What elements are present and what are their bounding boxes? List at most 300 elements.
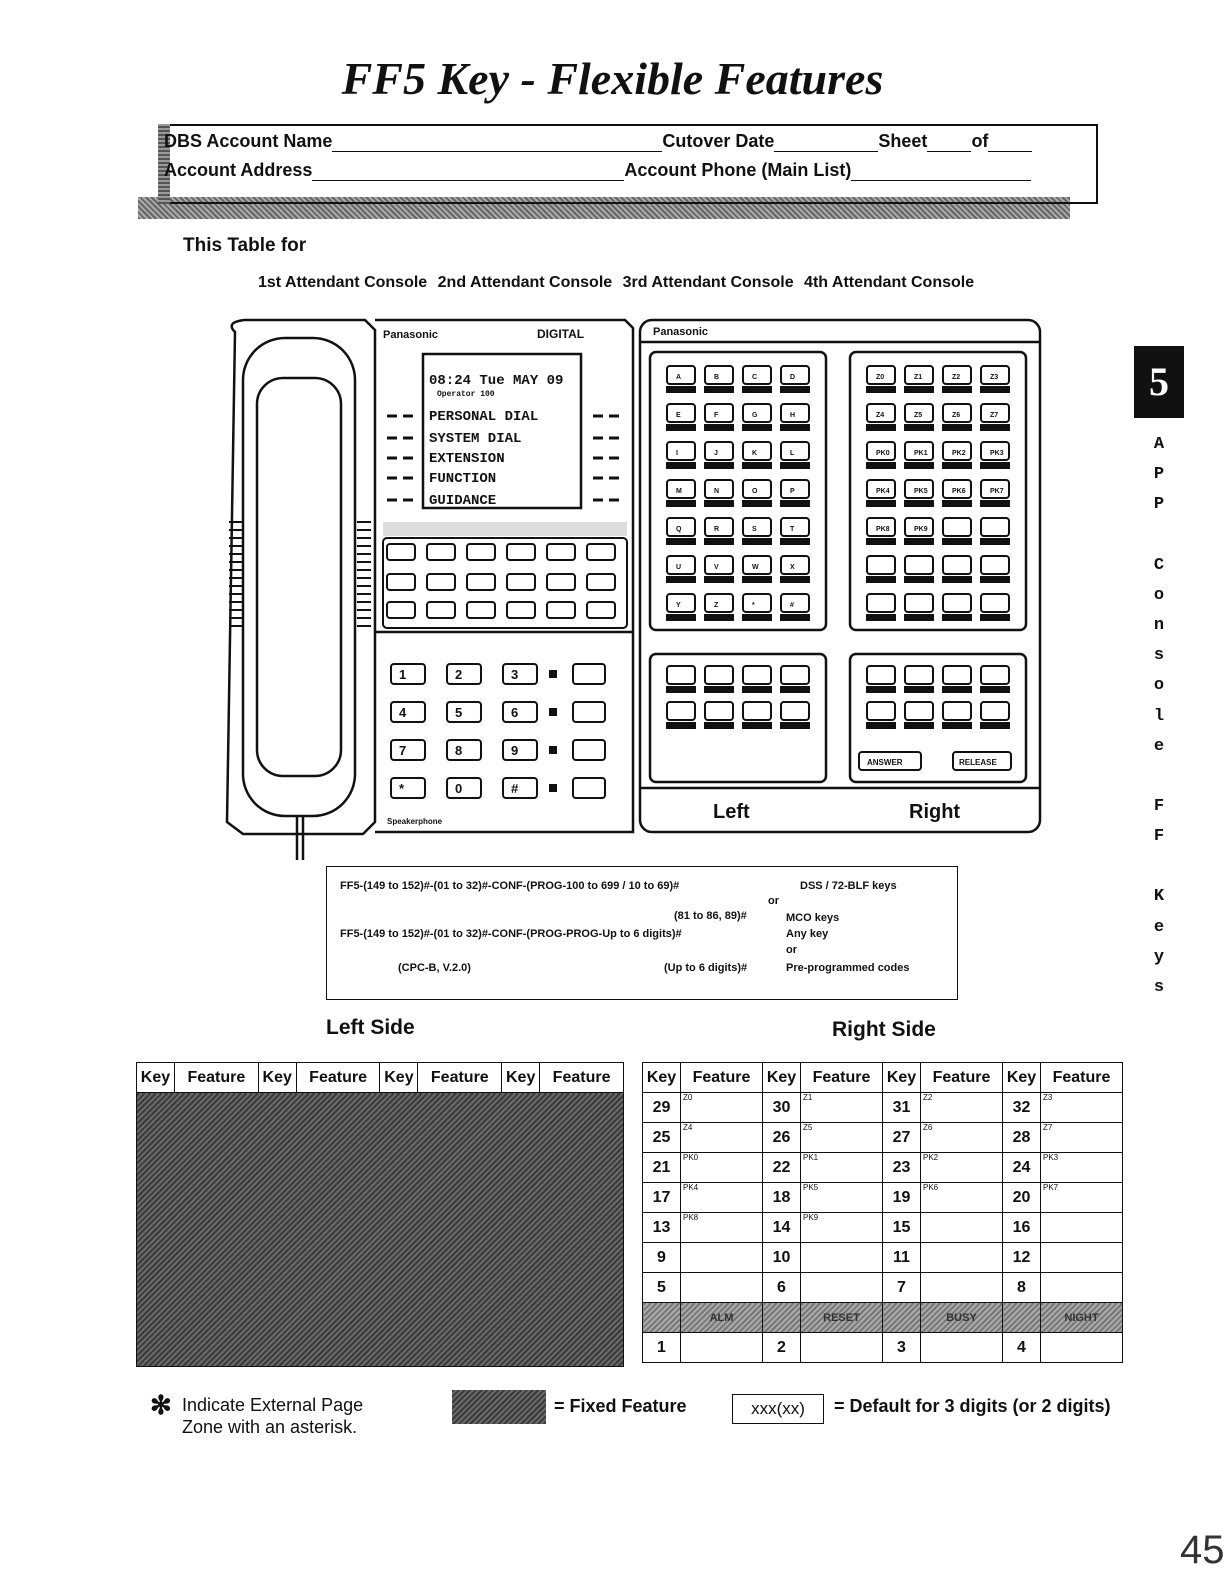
feature-cell[interactable]: Z0	[681, 1093, 763, 1123]
dss-key-label: P	[790, 488, 795, 495]
feature-cell[interactable]: PK1	[801, 1153, 883, 1183]
key-lamp	[981, 723, 1009, 728]
left-header-feature-3: Feature	[418, 1063, 502, 1093]
key-lamp	[705, 577, 733, 582]
key-lamp	[743, 539, 771, 544]
key-lamp	[867, 615, 895, 620]
key-number: 20	[1003, 1183, 1041, 1213]
fixed-feature-busy: BUSY	[921, 1303, 1003, 1333]
key-number: 26	[763, 1123, 801, 1153]
key-lamp	[743, 577, 771, 582]
key-number: 21	[643, 1153, 681, 1183]
key-lamp	[743, 425, 771, 430]
command-line-2: (81 to 86, 89)#	[674, 910, 747, 922]
dss-left-key[interactable]	[705, 594, 733, 612]
left-side-table	[136, 1062, 624, 1367]
key-lamp	[705, 501, 733, 506]
account-phone-field[interactable]	[851, 164, 1031, 181]
key-lamp	[867, 687, 895, 692]
dss-function-key[interactable]	[705, 666, 733, 684]
key-lamp	[943, 577, 971, 582]
right-label: Right	[909, 801, 961, 823]
key-number: 13	[643, 1213, 681, 1243]
answer-button[interactable]: ANSWER	[867, 758, 903, 767]
dss-left-key[interactable]	[781, 442, 809, 460]
dss-key-label: X	[790, 564, 795, 571]
handset-cord	[297, 816, 303, 860]
feature-cell[interactable]	[681, 1273, 763, 1303]
menu-extension[interactable]: EXTENSION	[429, 451, 505, 467]
feature-cell[interactable]	[921, 1333, 1003, 1363]
vlabel-char: o	[1153, 585, 1165, 605]
right-header-feature-3: Feature	[921, 1063, 1003, 1093]
key-number: 24	[1003, 1153, 1041, 1183]
dss-left-key[interactable]	[705, 556, 733, 574]
feature-cell[interactable]: PK3	[1041, 1153, 1123, 1183]
dss-key-label: Z7	[990, 412, 999, 419]
table-row	[643, 1333, 1123, 1363]
right-header-feature-1: Feature	[681, 1063, 763, 1093]
vlabel-char: A	[1153, 435, 1165, 454]
key-lamp	[867, 425, 895, 430]
key-number: 6	[763, 1273, 801, 1303]
dss-right-key[interactable]	[981, 518, 1009, 536]
dss-right-key[interactable]	[981, 594, 1009, 612]
dial-key-9[interactable]: 9	[511, 743, 519, 758]
vlabel-char: P	[1153, 465, 1165, 485]
of-label: of	[971, 131, 989, 151]
vlabel-char: e	[1153, 736, 1165, 756]
dss-key-label: C	[752, 374, 758, 381]
key-number: 19	[883, 1183, 921, 1213]
feature-cell[interactable]: Z7	[1041, 1123, 1123, 1153]
feature-cell[interactable]: PK7	[1041, 1183, 1123, 1213]
menu-function[interactable]: FUNCTION	[429, 471, 497, 487]
key-number: 32	[1003, 1093, 1041, 1123]
vlabel-char: C	[1153, 555, 1165, 575]
vlabel-char: F	[1153, 797, 1165, 817]
vlabel-char: K	[1153, 887, 1165, 907]
key-lamp	[705, 539, 733, 544]
menu-system-dial[interactable]: SYSTEM DIAL	[429, 431, 522, 447]
left-header-key-2: Key	[258, 1063, 296, 1093]
right-header-feature-2: Feature	[801, 1063, 883, 1093]
section-tab: 5	[1134, 346, 1184, 418]
key-lamp	[943, 425, 971, 430]
feature-cell[interactable]	[1041, 1333, 1123, 1363]
dss-key-label: Z6	[952, 412, 961, 419]
key-number: 25	[643, 1123, 681, 1153]
dss-key-label: M	[676, 488, 682, 495]
dss-right-key[interactable]	[905, 556, 933, 574]
dial-key-2[interactable]: 2	[455, 667, 463, 682]
vertical-section-label	[1150, 430, 1168, 1003]
account-address-field[interactable]	[312, 164, 624, 181]
feature-cell[interactable]	[921, 1273, 1003, 1303]
console-option-4[interactable]: 4th Attendant Console	[804, 274, 975, 291]
asterisk-note	[182, 1394, 363, 1438]
asterisk-icon: ✻	[150, 1390, 172, 1420]
dss-function-key[interactable]	[667, 666, 695, 684]
dss-key-label: #	[790, 602, 794, 609]
dss-left-key[interactable]	[705, 442, 733, 460]
dss-left-key[interactable]	[705, 404, 733, 422]
table-row	[643, 1123, 1123, 1153]
key-number: 12	[1003, 1243, 1041, 1273]
key-lamp	[905, 539, 933, 544]
key-lamp	[667, 615, 695, 620]
key-lamp	[943, 539, 971, 544]
key-lamp	[743, 687, 771, 692]
handset-cradle	[227, 320, 375, 834]
brand-right: Panasonic	[653, 326, 709, 338]
key-lamp	[743, 463, 771, 468]
dial-key-6[interactable]: 6	[511, 705, 519, 720]
dss-key-label: PK9	[914, 526, 928, 533]
sheet-field[interactable]	[927, 135, 971, 152]
key-lamp	[705, 463, 733, 468]
cutover-date-field[interactable]	[774, 135, 878, 152]
key-lamp	[943, 723, 971, 728]
right-header-key-3: Key	[883, 1063, 921, 1093]
dial-key-7[interactable]: 7	[399, 743, 407, 758]
dss-key-label: H	[790, 412, 796, 419]
key-lamp	[943, 387, 971, 392]
key-lamp	[705, 425, 733, 430]
key-lamp	[867, 501, 895, 506]
feature-cell[interactable]: Z6	[921, 1123, 1003, 1153]
feature-cell[interactable]	[681, 1243, 763, 1273]
key-lamp	[781, 463, 809, 468]
key-lamp	[781, 615, 809, 620]
feature-cell[interactable]	[801, 1273, 883, 1303]
table-row	[643, 1273, 1123, 1303]
handset-inner	[257, 378, 341, 776]
key-lamp	[905, 615, 933, 620]
cutover-date-label: Cutover Date	[662, 131, 775, 151]
account-name-field[interactable]	[332, 135, 662, 152]
account-address-label: Account Address	[164, 160, 313, 180]
key-number: 5	[643, 1273, 681, 1303]
key-number: 8	[1003, 1273, 1041, 1303]
fixed-key-cell	[763, 1303, 801, 1333]
table-row	[643, 1093, 1123, 1123]
key-lamp	[781, 687, 809, 692]
key-lamp	[981, 687, 1009, 692]
table-for-label: This Table for	[183, 235, 307, 256]
feature-cell[interactable]: Z2	[921, 1093, 1003, 1123]
right-side-title: Right Side	[832, 1018, 936, 1041]
key-number: 11	[883, 1243, 921, 1273]
dss-right-key[interactable]	[943, 556, 971, 574]
feature-cell[interactable]: PK5	[801, 1183, 883, 1213]
feature-cell[interactable]: Z5	[801, 1123, 883, 1153]
dss-key-label: Z	[714, 602, 719, 609]
feature-cell[interactable]: Z4	[681, 1123, 763, 1153]
key-lamp	[905, 501, 933, 506]
feature-cell[interactable]: PK6	[921, 1183, 1003, 1213]
feature-cell[interactable]	[1041, 1273, 1123, 1303]
dss-left-key[interactable]	[743, 594, 771, 612]
dss-function-key[interactable]	[667, 702, 695, 720]
key-number: 9	[643, 1243, 681, 1273]
asterisk-note-line-1: Indicate External Page	[182, 1395, 364, 1415]
handset	[243, 338, 355, 816]
dial-key-hash[interactable]: #	[511, 781, 519, 796]
dss-key-label: Z5	[914, 412, 923, 419]
sheet-label: Sheet	[878, 131, 928, 151]
console-option-3[interactable]: 3rd Attendant Console	[622, 274, 794, 291]
release-button[interactable]: RELEASE	[959, 758, 997, 767]
right-header-key-2: Key	[763, 1063, 801, 1093]
key-lamp	[667, 387, 695, 392]
dss-key-label: T	[790, 526, 795, 533]
brand-left: Panasonic	[383, 329, 439, 341]
vlabel-char: F	[1153, 827, 1165, 847]
left-label: Left	[713, 801, 750, 823]
dss-key-label: PK6	[952, 488, 966, 495]
feature-cell[interactable]	[921, 1243, 1003, 1273]
fixed-key-cell	[883, 1303, 921, 1333]
key-lamp	[867, 539, 895, 544]
dss-key-label: D	[790, 374, 796, 381]
dss-key-label: Z4	[876, 412, 885, 419]
digital-label: DIGITAL	[537, 327, 585, 341]
command-or-1: or	[768, 895, 779, 907]
dss-function-key[interactable]	[981, 666, 1009, 684]
feature-cell[interactable]	[801, 1243, 883, 1273]
command-line-1: FF5-(149 to 152)#-(01 to 32)#-CONF-(PROG-100 to 699 / 10 to 69)#	[340, 880, 680, 892]
feature-cell[interactable]	[921, 1213, 1003, 1243]
dss-left-key[interactable]	[743, 518, 771, 536]
right-side-table	[642, 1062, 1123, 1363]
dss-function-key[interactable]	[943, 666, 971, 684]
key-lamp	[705, 615, 733, 620]
dss-key-label: R	[714, 526, 720, 533]
vlabel-char: n	[1153, 616, 1165, 636]
feature-cell[interactable]	[681, 1333, 763, 1363]
key-lamp	[867, 387, 895, 392]
fixed-feature-row	[643, 1303, 1123, 1333]
dss-function-key[interactable]	[781, 702, 809, 720]
fixed-key-cell	[1003, 1303, 1041, 1333]
command-or-2: or	[786, 944, 797, 956]
dss-key-label: A	[676, 374, 682, 381]
key-lamp	[705, 687, 733, 692]
attendant-console-illustration	[215, 312, 1050, 882]
key-lamp	[705, 387, 733, 392]
fixed-key-cell	[643, 1303, 681, 1333]
default-format-box: xxx(xx)	[732, 1394, 824, 1424]
dss-key-label: E	[676, 412, 681, 419]
key-lamp	[781, 501, 809, 506]
table-row	[643, 1153, 1123, 1183]
key-lamp	[943, 615, 971, 620]
feature-cell[interactable]	[1041, 1243, 1123, 1273]
vlabel-char: y	[1153, 947, 1165, 967]
key-lamp	[943, 463, 971, 468]
dial-key-1[interactable]: 1	[399, 667, 407, 682]
key-lamp	[905, 687, 933, 692]
dss-key-label: Y	[676, 602, 681, 609]
key-lamp	[905, 723, 933, 728]
menu-guidance[interactable]: GUIDANCE	[429, 493, 497, 509]
table-row	[643, 1183, 1123, 1213]
command-note-1: DSS / 72-BLF keys	[800, 880, 897, 892]
vlabel-char: o	[1153, 676, 1165, 696]
dss-function-key[interactable]	[943, 702, 971, 720]
dss-function-key[interactable]	[867, 666, 895, 684]
left-header-feature-2: Feature	[296, 1063, 380, 1093]
dss-left-key[interactable]	[781, 594, 809, 612]
key-lamp	[667, 723, 695, 728]
speakerphone-label: Speakerphone	[387, 817, 443, 826]
dss-key-label: PK8	[876, 526, 890, 533]
vlabel-char: s	[1153, 978, 1165, 998]
dss-left-key[interactable]	[667, 442, 695, 460]
key-number: 17	[643, 1183, 681, 1213]
key-lamp	[781, 387, 809, 392]
dss-right-key[interactable]	[943, 594, 971, 612]
dss-right-key[interactable]	[943, 518, 971, 536]
key-number: 31	[883, 1093, 921, 1123]
dss-left-key[interactable]	[667, 594, 695, 612]
left-side-fixed-area	[137, 1093, 624, 1367]
left-side-title: Left Side	[326, 1016, 415, 1039]
dss-function-key[interactable]	[705, 702, 733, 720]
key-lamp	[867, 723, 895, 728]
dss-left-key[interactable]	[667, 404, 695, 422]
key-lamp	[781, 577, 809, 582]
display-clock: 08:24 Tue MAY 09	[429, 373, 564, 389]
dss-right-key[interactable]	[867, 594, 895, 612]
account-name-label: DBS Account Name	[164, 131, 333, 151]
feature-cell[interactable]: PK9	[801, 1213, 883, 1243]
dss-left-key[interactable]	[781, 480, 809, 498]
key-lamp	[981, 387, 1009, 392]
key-lamp	[667, 501, 695, 506]
console-option-2[interactable]: 2nd Attendant Console	[437, 274, 613, 291]
right-header-key-1: Key	[643, 1063, 681, 1093]
account-name-line	[164, 131, 1032, 152]
fixed-feature-legend: = Fixed Feature	[554, 1396, 687, 1416]
of-field[interactable]	[988, 135, 1032, 152]
fixed-feature-reset: RESET	[801, 1303, 883, 1333]
dss-function-key[interactable]	[743, 666, 771, 684]
right-header-feature-4: Feature	[1041, 1063, 1123, 1093]
key-lamp	[981, 463, 1009, 468]
asterisk-note-line-2: Zone with an asterisk.	[182, 1417, 358, 1437]
feature-cell[interactable]: PK0	[681, 1153, 763, 1183]
dss-key-label: Z1	[914, 374, 923, 381]
dial-key-3[interactable]: 3	[511, 667, 519, 682]
dss-key-label: Z0	[876, 374, 885, 381]
feature-cell[interactable]	[801, 1333, 883, 1363]
dial-key-4[interactable]: 4	[399, 705, 407, 720]
vlabel-char: e	[1153, 917, 1165, 937]
command-line-4: (Up to 6 digits)#	[664, 962, 748, 974]
key-lamp	[905, 387, 933, 392]
key-lamp	[905, 463, 933, 468]
key-lamp	[743, 501, 771, 506]
table-row	[643, 1213, 1123, 1243]
dss-left-key[interactable]	[781, 518, 809, 536]
key-number: 30	[763, 1093, 801, 1123]
key-lamp	[867, 577, 895, 582]
dss-left-key[interactable]	[781, 556, 809, 574]
console-options	[258, 274, 980, 292]
dss-right-key[interactable]	[905, 594, 933, 612]
dss-key-label: O	[752, 488, 758, 495]
key-lamp	[981, 501, 1009, 506]
key-lamp	[981, 577, 1009, 582]
key-lamp	[705, 723, 733, 728]
key-lamp	[781, 539, 809, 544]
key-number: 18	[763, 1183, 801, 1213]
key-lamp	[781, 723, 809, 728]
console-option-1[interactable]: 1st Attendant Console	[258, 274, 428, 291]
dss-key-label: F	[714, 412, 719, 419]
dss-function-key[interactable]	[981, 702, 1009, 720]
dss-function-key[interactable]	[905, 666, 933, 684]
key-number: 14	[763, 1213, 801, 1243]
dss-function-key[interactable]	[867, 702, 895, 720]
dial-key-5[interactable]: 5	[455, 705, 463, 720]
dss-key-label: J	[714, 450, 718, 457]
dss-function-key[interactable]	[743, 702, 771, 720]
dss-right-key[interactable]	[867, 556, 895, 574]
feature-cell[interactable]	[1041, 1213, 1123, 1243]
dss-right-key[interactable]	[981, 556, 1009, 574]
menu-personal-dial[interactable]: PERSONAL DIAL	[429, 409, 539, 425]
key-number: 2	[763, 1333, 801, 1363]
key-lamp	[981, 425, 1009, 430]
key-number: 29	[643, 1093, 681, 1123]
dss-function-key[interactable]	[781, 666, 809, 684]
right-header-key-4: Key	[1003, 1063, 1041, 1093]
key-lamp	[743, 387, 771, 392]
dss-key-label: I	[676, 450, 678, 457]
dss-key-label: PK4	[876, 488, 890, 495]
dss-function-key[interactable]	[905, 702, 933, 720]
account-address-line	[164, 160, 1031, 181]
dss-key-label: PK5	[914, 488, 928, 495]
command-note-2: MCO keys	[786, 912, 840, 924]
feature-cell[interactable]: PK4	[681, 1183, 763, 1213]
feature-cell[interactable]: PK8	[681, 1213, 763, 1243]
dial-key-0[interactable]: 0	[455, 781, 463, 796]
feature-cell[interactable]: Z1	[801, 1093, 883, 1123]
key-number: 1	[643, 1333, 681, 1363]
vlabel-char: l	[1153, 706, 1165, 726]
key-lamp	[781, 425, 809, 430]
feature-cell[interactable]: PK2	[921, 1153, 1003, 1183]
dss-key-label: K	[752, 450, 758, 457]
dial-key-star[interactable]: *	[399, 781, 405, 796]
feature-cell[interactable]: Z3	[1041, 1093, 1123, 1123]
dss-key-label: B	[714, 374, 720, 381]
key-lamp	[667, 577, 695, 582]
fixed-feature-night: NIGHT	[1041, 1303, 1123, 1333]
key-lamp	[667, 539, 695, 544]
dss-key-label: L	[790, 450, 795, 457]
left-header-key-3: Key	[380, 1063, 418, 1093]
vlabel-char: s	[1153, 646, 1165, 666]
dial-key-8[interactable]: 8	[455, 743, 463, 758]
dss-key-label: N	[714, 488, 720, 495]
dss-key-label: *	[752, 602, 755, 609]
key-lamp	[981, 615, 1009, 620]
